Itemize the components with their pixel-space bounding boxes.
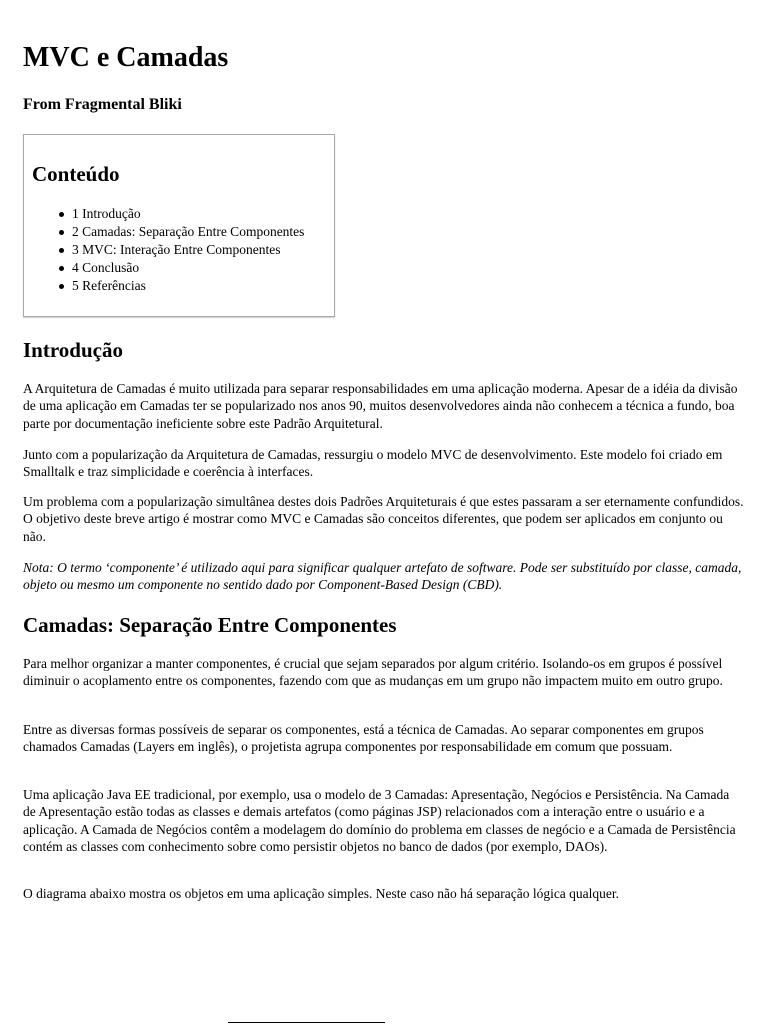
toc-item-referencias[interactable]: 5 Referências <box>72 277 304 295</box>
section-heading-camadas: Camadas: Separação Entre Componentes <box>23 613 397 637</box>
toc-item-camadas[interactable]: 2 Camadas: Separação Entre Componentes <box>72 224 305 239</box>
intro-paragraph-3: Um problema com a popularização simultânea destes dois Padrões Arquiteturais é que estes passaram a ser eternamente confundidos. O objetivo deste breve artigo é mostrar como MVC e Camadas são conceitos diferentes, que podem ser aplicados em conjunto ou não. <box>23 494 744 544</box>
page-title: MVC e Camadas <box>23 42 229 73</box>
section-heading-introducao: Introdução <box>23 338 123 362</box>
intro-paragraph-1: A Arquitetura de Camadas é muito utilizada para separar responsabilidades em uma aplicação moderna. Apesar de a idéia da divisão de uma aplicação em Camadas ter se popularizado nos anos 90, muitos desenvolvedores ainda não conhecem a técnica a fundo, boa parte por documentação ineficiente sobre este Padrão Arquitetural. <box>23 381 738 431</box>
intro-note: Nota: O termo ‘componente’ é utilizado aqui para significar qualquer artefato de software. Pode ser substituído por classe, camada, objeto ou mesmo um componente no sentido dado por Component-Based Design (CBD). <box>23 560 742 593</box>
toc-item-mvc[interactable]: 3 MVC: Interação Entre Componentes <box>72 241 304 259</box>
camadas-paragraph-2: Entre as diversas formas possíveis de separar os componentes, está a técnica de Camadas. Ao separar componentes em grupos chamados Camadas (Layers em inglês), o projetista agrupa componentes por responsabilidade em comum que possuam. <box>23 722 704 755</box>
camadas-paragraph-1: Para melhor organizar a manter componentes, é crucial que sejam separados por algum critério. Isolando-os em grupos é possível diminuir o acoplamento entre os componentes, fazendo com que as mudanças em um grupo não impactem muito em outro grupo. <box>23 656 723 689</box>
toc-heading: Conteúdo <box>32 162 120 186</box>
page-subtitle: From Fragmental Bliki <box>23 96 182 113</box>
camadas-paragraph-4: O diagrama abaixo mostra os objetos em uma aplicação simples. Neste caso não há separação lógica qualquer. <box>23 886 620 901</box>
toc-list <box>32 205 304 295</box>
toc-item-introducao[interactable]: 1 Introdução <box>72 205 304 223</box>
diagram-top-edge <box>228 1022 385 1023</box>
camadas-paragraph-3: Uma aplicação Java EE tradicional, por exemplo, usa o modelo de 3 Camadas: Apresentação, Negócios e Persistência. Na Camada de Apresentação estão todas as classes e demais artefatos (como páginas JSP) relacionados com a interação entre o usuário e a aplicação. A Camada de Negócios contêm a modelagem do domínio do problema em classes de negócio e a Camada de Persistência contém as classes com conhecimento sobre como persistir objetos no banco de dados (por exemplo, DAOs). <box>23 787 736 855</box>
intro-paragraph-2: Junto com a popularização da Arquitetura de Camadas, ressurgiu o modelo MVC de desenvolvimento. Este modelo foi criado em Smalltalk e traz simplicidade e coerência à interfaces. <box>23 447 723 480</box>
toc-item-conclusao[interactable]: 4 Conclusão <box>72 259 304 277</box>
table-of-contents <box>23 134 335 317</box>
